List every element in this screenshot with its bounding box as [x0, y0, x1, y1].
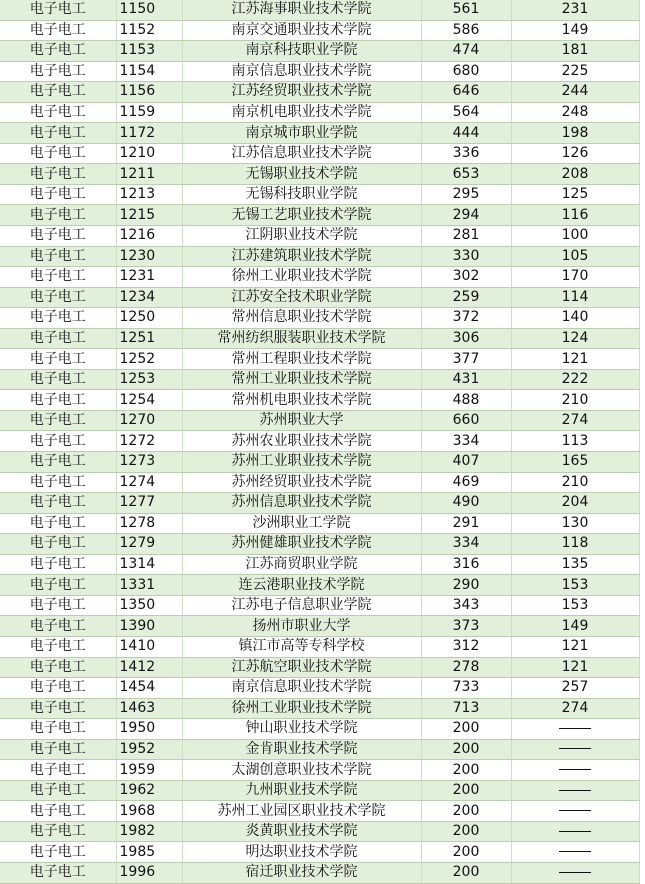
empty-value-dash — [559, 810, 591, 811]
score-cell: 200 — [421, 780, 511, 801]
school-code-cell: 1410 — [116, 636, 182, 657]
category-cell: 电子电工 — [0, 657, 116, 678]
school-code-cell: 1463 — [116, 698, 182, 719]
school-code-cell: 1962 — [116, 780, 182, 801]
table-row — [0, 61, 639, 82]
score-cell: 334 — [421, 431, 511, 452]
category-cell: 电子电工 — [0, 226, 116, 247]
school-code-cell: 1412 — [116, 657, 182, 678]
second-score-cell: 140 — [511, 308, 639, 329]
second-score-cell: 100 — [511, 226, 639, 247]
category-cell: 电子电工 — [0, 143, 116, 164]
score-cell: 306 — [421, 328, 511, 349]
school-name-cell: 苏州经贸职业技术学院 — [182, 472, 421, 493]
score-cell: 407 — [421, 452, 511, 473]
second-score-cell: 257 — [511, 678, 639, 699]
second-score-cell: 153 — [511, 575, 639, 596]
table-row — [0, 719, 639, 740]
school-name-cell: 无锡工艺职业技术学院 — [182, 205, 421, 226]
score-cell: 200 — [421, 842, 511, 863]
score-cell: 294 — [421, 205, 511, 226]
table-row — [0, 102, 639, 123]
second-score-cell — [511, 780, 639, 801]
second-score-cell — [511, 760, 639, 781]
school-name-cell: 扬州市职业大学 — [182, 616, 421, 637]
school-code-cell: 1390 — [116, 616, 182, 637]
school-name-cell: 九州职业技术学院 — [182, 780, 421, 801]
school-code-cell: 1213 — [116, 184, 182, 205]
category-cell: 电子电工 — [0, 616, 116, 637]
table-row — [0, 595, 639, 616]
category-cell: 电子电工 — [0, 698, 116, 719]
school-name-cell: 常州工程职业技术学院 — [182, 349, 421, 370]
table-row — [0, 678, 639, 699]
category-cell: 电子电工 — [0, 41, 116, 62]
category-cell: 电子电工 — [0, 595, 116, 616]
second-score-cell: 116 — [511, 205, 639, 226]
score-cell: 312 — [421, 636, 511, 657]
score-cell: 372 — [421, 308, 511, 329]
school-name-cell: 苏州信息职业技术学院 — [182, 493, 421, 514]
category-cell: 电子电工 — [0, 431, 116, 452]
score-cell: 377 — [421, 349, 511, 370]
score-cell: 660 — [421, 410, 511, 431]
school-name-cell: 江苏航空职业技术学院 — [182, 657, 421, 678]
category-cell: 电子电工 — [0, 862, 116, 883]
category-cell: 电子电工 — [0, 636, 116, 657]
table-row — [0, 472, 639, 493]
school-name-cell: 无锡职业技术学院 — [182, 164, 421, 185]
school-code-cell: 1172 — [116, 123, 182, 144]
score-cell: 561 — [421, 0, 511, 20]
table-row — [0, 431, 639, 452]
school-code-cell: 1156 — [116, 82, 182, 103]
school-code-cell: 1253 — [116, 369, 182, 390]
second-score-cell: 198 — [511, 123, 639, 144]
category-cell: 电子电工 — [0, 267, 116, 288]
score-cell: 281 — [421, 226, 511, 247]
school-name-cell: 常州工业职业技术学院 — [182, 369, 421, 390]
school-code-cell: 1982 — [116, 821, 182, 842]
score-cell: 302 — [421, 267, 511, 288]
school-code-cell: 1277 — [116, 493, 182, 514]
second-score-cell: 125 — [511, 184, 639, 205]
score-cell: 490 — [421, 493, 511, 514]
school-code-cell: 1153 — [116, 41, 182, 62]
category-cell: 电子电工 — [0, 493, 116, 514]
second-score-cell: 244 — [511, 82, 639, 103]
second-score-cell: 181 — [511, 41, 639, 62]
table-row — [0, 760, 639, 781]
empty-value-dash — [559, 851, 591, 852]
school-code-cell: 1959 — [116, 760, 182, 781]
category-cell: 电子电工 — [0, 842, 116, 863]
school-code-cell: 1454 — [116, 678, 182, 699]
school-code-cell: 1270 — [116, 410, 182, 431]
category-cell: 电子电工 — [0, 780, 116, 801]
school-name-cell: 苏州农业职业技术学院 — [182, 431, 421, 452]
category-cell: 电子电工 — [0, 349, 116, 370]
score-cell: 291 — [421, 513, 511, 534]
table-row — [0, 20, 639, 41]
school-name-cell: 江苏电子信息职业学院 — [182, 595, 421, 616]
score-cell: 343 — [421, 595, 511, 616]
school-name-cell: 江苏商贸职业学院 — [182, 554, 421, 575]
school-name-cell: 南京机电职业技术学院 — [182, 102, 421, 123]
school-code-cell: 1278 — [116, 513, 182, 534]
category-cell: 电子电工 — [0, 82, 116, 103]
school-name-cell: 明达职业技术学院 — [182, 842, 421, 863]
school-name-cell: 江苏海事职业技术学院 — [182, 0, 421, 20]
category-cell: 电子电工 — [0, 452, 116, 473]
table-row — [0, 328, 639, 349]
second-score-cell: 135 — [511, 554, 639, 575]
school-code-cell: 1231 — [116, 267, 182, 288]
table-row — [0, 369, 639, 390]
second-score-cell — [511, 821, 639, 842]
score-cell: 200 — [421, 862, 511, 883]
category-cell: 电子电工 — [0, 0, 116, 20]
category-cell: 电子电工 — [0, 472, 116, 493]
second-score-cell: 170 — [511, 267, 639, 288]
empty-value-dash — [559, 728, 591, 729]
score-cell: 733 — [421, 678, 511, 699]
school-name-cell: 江苏安全技术职业学院 — [182, 287, 421, 308]
score-cell: 295 — [421, 184, 511, 205]
empty-value-dash — [559, 872, 591, 873]
school-code-cell: 1210 — [116, 143, 182, 164]
school-name-cell: 南京交通职业技术学院 — [182, 20, 421, 41]
school-name-cell: 苏州职业大学 — [182, 410, 421, 431]
school-name-cell: 南京信息职业技术学院 — [182, 61, 421, 82]
second-score-cell: 204 — [511, 493, 639, 514]
category-cell: 电子电工 — [0, 678, 116, 699]
second-score-cell: 105 — [511, 246, 639, 267]
second-score-cell — [511, 719, 639, 740]
school-code-cell: 1985 — [116, 842, 182, 863]
second-score-cell — [511, 739, 639, 760]
score-cell: 469 — [421, 472, 511, 493]
second-score-cell: 274 — [511, 698, 639, 719]
score-cell: 564 — [421, 102, 511, 123]
school-name-cell: 南京科技职业学院 — [182, 41, 421, 62]
score-cell: 290 — [421, 575, 511, 596]
score-cell: 373 — [421, 616, 511, 637]
school-code-cell: 1272 — [116, 431, 182, 452]
score-cell: 330 — [421, 246, 511, 267]
table-row — [0, 41, 639, 62]
second-score-cell: 121 — [511, 636, 639, 657]
score-cell: 336 — [421, 143, 511, 164]
school-code-cell: 1152 — [116, 20, 182, 41]
school-name-cell: 无锡科技职业学院 — [182, 184, 421, 205]
category-cell: 电子电工 — [0, 821, 116, 842]
second-score-cell: 210 — [511, 390, 639, 411]
category-cell: 电子电工 — [0, 123, 116, 144]
school-name-cell: 金肯职业技术学院 — [182, 739, 421, 760]
school-code-cell: 1251 — [116, 328, 182, 349]
category-cell: 电子电工 — [0, 184, 116, 205]
school-name-cell: 江阴职业技术学院 — [182, 226, 421, 247]
category-cell: 电子电工 — [0, 164, 116, 185]
second-score-cell: 208 — [511, 164, 639, 185]
school-name-cell: 常州信息职业技术学院 — [182, 308, 421, 329]
score-cell: 278 — [421, 657, 511, 678]
second-score-cell — [511, 842, 639, 863]
table-row — [0, 739, 639, 760]
score-cell: 200 — [421, 739, 511, 760]
score-cell: 444 — [421, 123, 511, 144]
second-score-cell: 124 — [511, 328, 639, 349]
school-code-cell: 1216 — [116, 226, 182, 247]
score-cell: 200 — [421, 760, 511, 781]
school-name-cell: 太湖创意职业技术学院 — [182, 760, 421, 781]
score-cell: 200 — [421, 719, 511, 740]
second-score-cell: 225 — [511, 61, 639, 82]
school-code-cell: 1273 — [116, 452, 182, 473]
category-cell: 电子电工 — [0, 246, 116, 267]
category-cell: 电子电工 — [0, 102, 116, 123]
table-row — [0, 0, 639, 20]
school-name-cell: 江苏建筑职业技术学院 — [182, 246, 421, 267]
school-name-cell: 苏州工业职业技术学院 — [182, 452, 421, 473]
score-cell: 200 — [421, 821, 511, 842]
category-cell: 电子电工 — [0, 760, 116, 781]
table-row — [0, 513, 639, 534]
table-row — [0, 534, 639, 555]
category-cell: 电子电工 — [0, 554, 116, 575]
table-row — [0, 554, 639, 575]
school-code-cell: 1254 — [116, 390, 182, 411]
second-score-cell: 149 — [511, 20, 639, 41]
second-score-cell: 114 — [511, 287, 639, 308]
table-row — [0, 82, 639, 103]
table-row — [0, 698, 639, 719]
second-score-cell: 231 — [511, 0, 639, 20]
table-row — [0, 862, 639, 883]
school-name-cell: 南京信息职业技术学院 — [182, 678, 421, 699]
school-code-cell: 1234 — [116, 287, 182, 308]
category-cell: 电子电工 — [0, 739, 116, 760]
school-name-cell: 连云港职业技术学院 — [182, 575, 421, 596]
school-code-cell: 1274 — [116, 472, 182, 493]
table-row — [0, 308, 639, 329]
school-name-cell: 徐州工业职业技术学院 — [182, 698, 421, 719]
second-score-cell: 248 — [511, 102, 639, 123]
second-score-cell — [511, 862, 639, 883]
second-score-cell: 113 — [511, 431, 639, 452]
school-name-cell: 江苏经贸职业技术学院 — [182, 82, 421, 103]
school-name-cell: 江苏信息职业技术学院 — [182, 143, 421, 164]
school-name-cell: 徐州工业职业技术学院 — [182, 267, 421, 288]
school-code-cell: 1950 — [116, 719, 182, 740]
category-cell: 电子电工 — [0, 390, 116, 411]
score-cell: 200 — [421, 801, 511, 822]
second-score-cell: 222 — [511, 369, 639, 390]
school-code-cell: 1252 — [116, 349, 182, 370]
category-cell: 电子电工 — [0, 20, 116, 41]
table-row — [0, 184, 639, 205]
empty-value-dash — [559, 831, 591, 832]
score-cell: 488 — [421, 390, 511, 411]
category-cell: 电子电工 — [0, 61, 116, 82]
table-row — [0, 390, 639, 411]
table-row — [0, 780, 639, 801]
school-name-cell: 南京城市职业学院 — [182, 123, 421, 144]
table-row — [0, 164, 639, 185]
school-name-cell: 宿迁职业技术学院 — [182, 862, 421, 883]
school-name-cell: 炎黄职业技术学院 — [182, 821, 421, 842]
table-row — [0, 205, 639, 226]
table-row — [0, 657, 639, 678]
second-score-cell: 153 — [511, 595, 639, 616]
second-score-cell: 118 — [511, 534, 639, 555]
school-code-cell: 1211 — [116, 164, 182, 185]
score-cell: 334 — [421, 534, 511, 555]
school-code-cell: 1250 — [116, 308, 182, 329]
empty-value-dash — [559, 748, 591, 749]
table-row — [0, 801, 639, 822]
table-row — [0, 575, 639, 596]
score-cell: 646 — [421, 82, 511, 103]
school-code-cell: 1350 — [116, 595, 182, 616]
table-row — [0, 636, 639, 657]
school-code-cell: 1996 — [116, 862, 182, 883]
category-cell: 电子电工 — [0, 308, 116, 329]
table-row — [0, 349, 639, 370]
second-score-cell: 130 — [511, 513, 639, 534]
category-cell: 电子电工 — [0, 287, 116, 308]
score-cell: 474 — [421, 41, 511, 62]
score-cell: 586 — [421, 20, 511, 41]
school-code-cell: 1215 — [116, 205, 182, 226]
second-score-cell: 165 — [511, 452, 639, 473]
school-code-cell: 1952 — [116, 739, 182, 760]
second-score-cell: 274 — [511, 410, 639, 431]
table-row — [0, 143, 639, 164]
table-row — [0, 821, 639, 842]
table-row — [0, 246, 639, 267]
table-row — [0, 287, 639, 308]
table-row — [0, 123, 639, 144]
school-name-cell: 钟山职业技术学院 — [182, 719, 421, 740]
school-name-cell: 常州机电职业技术学院 — [182, 390, 421, 411]
empty-value-dash — [559, 790, 591, 791]
score-cell: 316 — [421, 554, 511, 575]
table-row — [0, 410, 639, 431]
category-cell: 电子电工 — [0, 575, 116, 596]
second-score-cell: 121 — [511, 657, 639, 678]
second-score-cell — [511, 801, 639, 822]
table-row — [0, 452, 639, 473]
school-code-cell: 1968 — [116, 801, 182, 822]
school-code-cell: 1279 — [116, 534, 182, 555]
score-cell: 431 — [421, 369, 511, 390]
category-cell: 电子电工 — [0, 205, 116, 226]
table-row — [0, 842, 639, 863]
school-code-cell: 1150 — [116, 0, 182, 20]
second-score-cell: 121 — [511, 349, 639, 370]
school-name-cell: 苏州工业园区职业技术学院 — [182, 801, 421, 822]
second-score-cell: 149 — [511, 616, 639, 637]
school-code-cell: 1154 — [116, 61, 182, 82]
school-code-cell: 1331 — [116, 575, 182, 596]
school-code-cell: 1159 — [116, 102, 182, 123]
category-cell: 电子电工 — [0, 369, 116, 390]
school-name-cell: 常州纺织服装职业技术学院 — [182, 328, 421, 349]
score-cell: 713 — [421, 698, 511, 719]
second-score-cell: 210 — [511, 472, 639, 493]
second-score-cell: 126 — [511, 143, 639, 164]
score-cell: 259 — [421, 287, 511, 308]
empty-value-dash — [559, 769, 591, 770]
category-cell: 电子电工 — [0, 801, 116, 822]
category-cell: 电子电工 — [0, 328, 116, 349]
table-row — [0, 493, 639, 514]
table-row — [0, 616, 639, 637]
table-row — [0, 267, 639, 288]
school-name-cell: 镇江市高等专科学校 — [182, 636, 421, 657]
category-cell: 电子电工 — [0, 410, 116, 431]
score-cell: 653 — [421, 164, 511, 185]
table-row — [0, 226, 639, 247]
school-name-cell: 苏州健雄职业技术学院 — [182, 534, 421, 555]
school-code-cell: 1230 — [116, 246, 182, 267]
category-cell: 电子电工 — [0, 513, 116, 534]
category-cell: 电子电工 — [0, 534, 116, 555]
score-cell: 680 — [421, 61, 511, 82]
school-code-cell: 1314 — [116, 554, 182, 575]
school-name-cell: 沙洲职业工学院 — [182, 513, 421, 534]
category-cell: 电子电工 — [0, 719, 116, 740]
